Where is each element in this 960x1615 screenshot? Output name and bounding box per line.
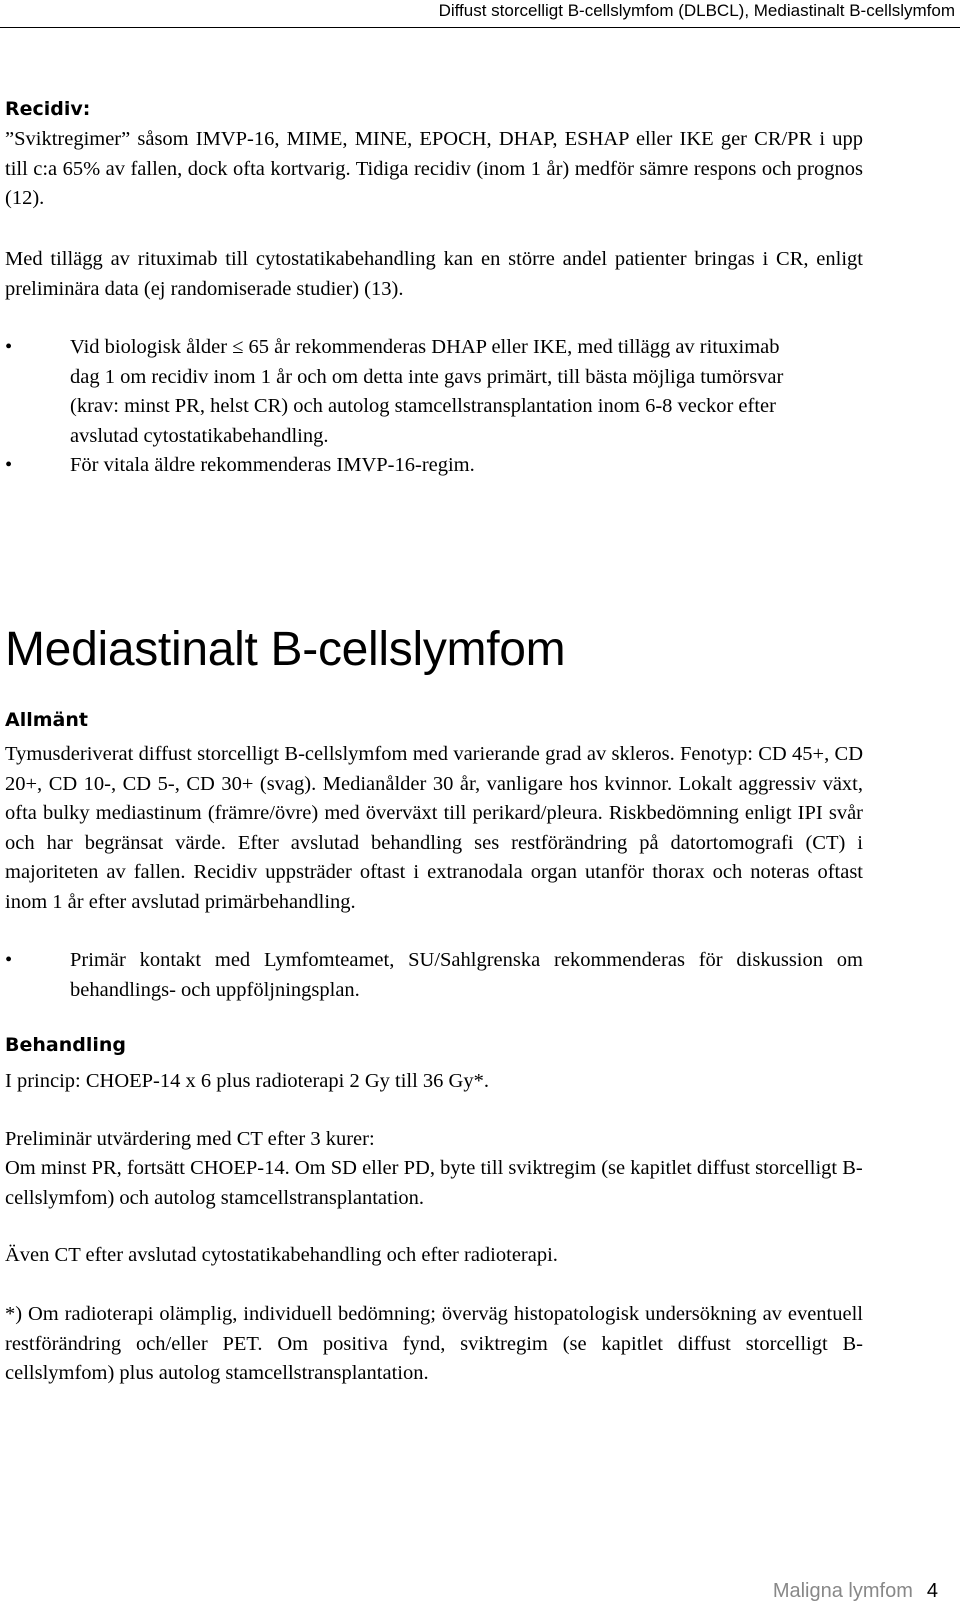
- header-rule: [0, 27, 960, 28]
- list-item: [5, 451, 795, 481]
- allmant-paragraph: Tymusderiverat diffust storcelligt B-cellslymfom med varierande grad av skleros. Fenotyp: CD 45+, CD 20+, CD 10-, CD 5-, CD 30+ (svag). Medianålder 30 år, vanligare hos kvinnor. Lokalt aggressiv växt, ofta bulky mediastinum (främre/övre) med överväxt till perikard/pleura. Riskbedömning enligt IPI svår och har begränsat värde. Efter avslutad behandling ses restförändring på datortomografi (CT) i majoriteten av fallen. Recidiv uppsträder oftast i extranodala organ utanför thorax och noteras oftast inom 1 år efter avslutad primärbehandling.: [5, 743, 863, 913]
- utvardering-line-1: Preliminär utvärdering med CT efter 3 kurer:: [5, 1128, 375, 1150]
- page-number: 4: [926, 1580, 938, 1602]
- list-item-text: Vid biologisk ålder ≤ 65 år rekommenderas DHAP eller IKE, med tillägg av rituximab dag 1 om recidiv inom 1 år och om detta inte gavs primärt, till bästa möjliga tumörsvar (krav: minst PR, helst CR) och autolog stamcellstransplantation inom 6-8 veckor efter avslutad cytostatikabehandling.: [70, 336, 784, 447]
- recidiv-paragraph-2: Med tillägg av rituximab till cytostatikabehandling kan en större andel patienter bringas i CR, enligt preliminära data (ej randomiserade studier) (13).: [5, 248, 863, 300]
- list-item: [5, 946, 863, 1005]
- footer-label: Maligna lymfom: [772, 1580, 913, 1602]
- list-item-text: För vitala äldre rekommenderas IMVP-16-regim.: [70, 454, 475, 476]
- allmant-heading: Allmänt: [5, 709, 88, 731]
- list-item: [5, 333, 795, 451]
- bullet-symbol: •: [5, 336, 13, 358]
- behandling-principle: I princip: CHOEP-14 x 6 plus radioterapi 2 Gy till 36 Gy*.: [5, 1070, 489, 1092]
- recidiv-heading: Recidiv:: [5, 98, 91, 120]
- running-header: Diffust storcelligt B-cellslymfom (DLBCL), Mediastinalt B-cellslymfom: [438, 1, 955, 20]
- bullet-symbol: •: [5, 949, 13, 971]
- allmant-bullet-list: [5, 946, 863, 1005]
- ct-note: Även CT efter avslutad cytostatikabehandling och efter radioterapi.: [5, 1244, 558, 1266]
- bullet-symbol: •: [5, 454, 13, 476]
- footnote: *) Om radioterapi olämplig, individuell bedömning; överväg histopatologisk undersökning av eventuell restförändring och/eller PET. Om positiva fynd, sviktregim (se kapitlet diffust storcelligt B-cellslymfom) plus autolog stamcellstransplantation.: [5, 1303, 863, 1384]
- utvardering-line-2: Om minst PR, fortsätt CHOEP-14. Om SD eller PD, byte till sviktregim (se kapitlet diffust storcelligt B-cellslymfom) och autolog stamcellstransplantation.: [5, 1157, 863, 1209]
- recidiv-bullet-list: [5, 333, 795, 481]
- section-title: Mediastinalt B-cellslymfom: [5, 623, 566, 676]
- page-footer: [773, 1578, 938, 1604]
- behandling-heading: Behandling: [5, 1034, 126, 1056]
- list-item-text: Primär kontakt med Lymfomteamet, SU/Sahlgrenska rekommenderas för diskussion om behandlings- och uppföljningsplan.: [70, 949, 863, 1001]
- recidiv-paragraph-1: ”Sviktregimer” såsom IMVP-16, MIME, MINE, EPOCH, DHAP, ESHAP eller IKE ger CR/PR i upp till c:a 65% av fallen, dock ofta kortvarig. Tidiga recidiv (inom 1 år) medför sämre respons och prognos (12).: [5, 128, 863, 209]
